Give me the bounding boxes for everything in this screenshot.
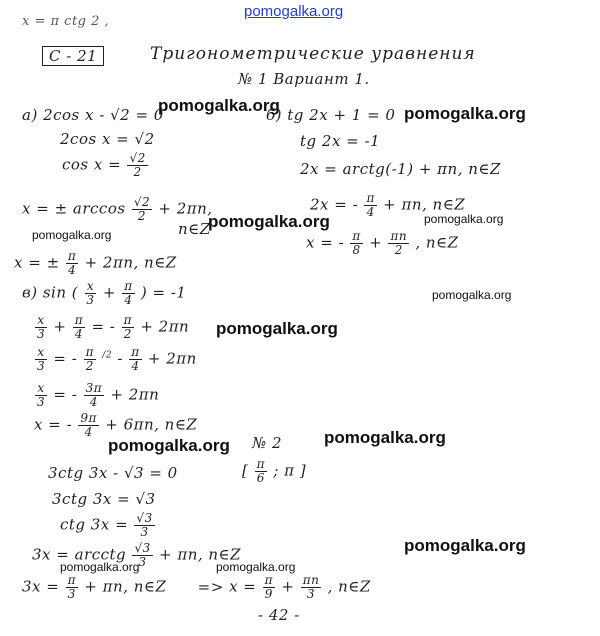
fraction: $\frac{\pi}{4}$ (74, 313, 84, 341)
problem-2-heading: № 2 (252, 434, 283, 452)
part-v-answer: x = - $\frac{9\pi}{4}$ + 6πn, n∈Z (34, 411, 198, 439)
watermark-label: pomogalka.org (216, 319, 338, 338)
fraction: $\frac{\pi n}{3}$ (302, 573, 320, 601)
problem-2-line-2: 3ctg 3x = √3 (52, 490, 156, 508)
fraction: $\frac{√3}{3}$ (134, 541, 151, 569)
part-a-line-1: а) 2cos x - √2 = 0 (22, 106, 164, 124)
part-a-condition: n∈Z (178, 220, 211, 238)
part-b-line-4: 2x = - $\frac{\pi}{4}$ + πn, n∈Z (310, 191, 466, 219)
part-v-line-2: $\frac{x}{3}$ + $\frac{\pi}{4}$ = - $\frac{\pi}{2}$ + 2πn (37, 313, 190, 341)
fraction: $\frac{√2}{2}$ (133, 195, 151, 223)
fraction: $\frac{\pi n}{2}$ (390, 229, 408, 257)
fraction: $\frac{\pi}{9}$ (264, 573, 274, 601)
watermark-label: pomogalka.org (208, 212, 330, 231)
part-b-line-2: tg 2x = -1 (300, 132, 381, 150)
fraction: $\frac{x}{3}$ (86, 279, 95, 307)
watermark-label: pomogalka.org (324, 428, 446, 447)
part-a-line-3: cos x = $\frac{√2}{2}$ (62, 151, 146, 179)
part-b-line-3: 2x = arctg(-1) + πn, n∈Z (300, 160, 501, 178)
problem-2-line-3: ctg 3x = $\frac{√3}{3}$ (60, 511, 153, 539)
fraction: $\frac{\pi}{2}$ (85, 345, 94, 373)
problem-2-line-4: 3x = arcctg $\frac{√3}{3}$ + πn, n∈Z (32, 541, 242, 569)
fraction: $\frac{\pi}{8}$ (352, 229, 361, 257)
fraction: $\frac{\pi}{2}$ (123, 313, 133, 341)
part-b-line-1: б) tg 2x + 1 = 0 (266, 106, 396, 124)
page-number: - 42 - (258, 606, 300, 624)
watermark-label: pomogalka.org (108, 436, 230, 455)
watermark-label: pomogalka.org (404, 536, 526, 555)
problem-2-interval: [ $\frac{\pi}{6}$ ; π ] (242, 457, 307, 485)
page-title: Тригонометрические уравнения (150, 44, 476, 64)
fraction: $\frac{√2}{2}$ (129, 151, 146, 179)
fraction: $\frac{\pi}{4}$ (366, 191, 375, 219)
watermark-label: pomogalka.org (60, 560, 140, 574)
part-a-line-2: 2cos x = √2 (60, 130, 155, 148)
part-v-line-1: в) sin ( $\frac{x}{3}$ + $\frac{\pi}{4}$ ) = -1 (22, 279, 187, 307)
fraction: $\frac{\pi}{6}$ (256, 457, 266, 485)
section-code-box: C - 21 (42, 46, 104, 66)
fraction: $\frac{√3}{3}$ (136, 511, 153, 539)
fraction: $\frac{x}{3}$ (37, 313, 46, 341)
watermark-label: pomogalka.org (158, 96, 280, 115)
site-watermark-top[interactable]: pomogalka.org (244, 3, 344, 20)
fraction: $\frac{\pi}{4}$ (131, 345, 140, 373)
fraction: $\frac{3\pi}{4}$ (85, 381, 103, 409)
problem-2-answer: 3x = $\frac{\pi}{3}$ + πn, n∈Z => x = $\frac{\pi}{9}$ + $\frac{\pi n}{3}$ , n∈Z (22, 573, 371, 601)
part-a-line-4: x = ± arccos $\frac{√2}{2}$ + 2πn, (22, 195, 213, 223)
part-a-answer: x = ± $\frac{\pi}{4}$ + 2πn, n∈Z (14, 249, 177, 277)
cut-off-previous-line: x = π ctg 2 , (22, 14, 110, 29)
problem-2-line-1: 3ctg 3x - √3 = 0 (48, 464, 178, 482)
part-b-answer: x = - $\frac{\pi}{8}$ + $\frac{\pi n}{2}$ , n∈Z (306, 229, 459, 257)
problem-variant-heading: № 1 Вариант 1. (238, 70, 370, 88)
fraction: $\frac{\pi}{4}$ (67, 249, 77, 277)
fraction: $\frac{9\pi}{4}$ (80, 411, 97, 439)
fraction: $\frac{\pi}{4}$ (124, 279, 133, 307)
part-v-line-4: $\frac{x}{3}$ = - $\frac{3\pi}{4}$ + 2πn (37, 381, 160, 409)
watermark-label: pomogalka.org (216, 560, 296, 574)
watermark-label: pomogalka.org (32, 228, 112, 242)
fraction: $\frac{x}{3}$ (37, 381, 46, 409)
part-v-line-3: $\frac{x}{3}$ = - $\frac{\pi}{2}$ $^{/2}$ - $\frac{\pi}{4}$ + 2πn (37, 345, 197, 373)
watermark-label: pomogalka.org (404, 104, 526, 123)
fraction: $\frac{\pi}{3}$ (67, 573, 77, 601)
fraction: $\frac{x}{3}$ (37, 345, 46, 373)
watermark-label: pomogalka.org (432, 288, 512, 302)
watermark-label: pomogalka.org (424, 212, 504, 226)
